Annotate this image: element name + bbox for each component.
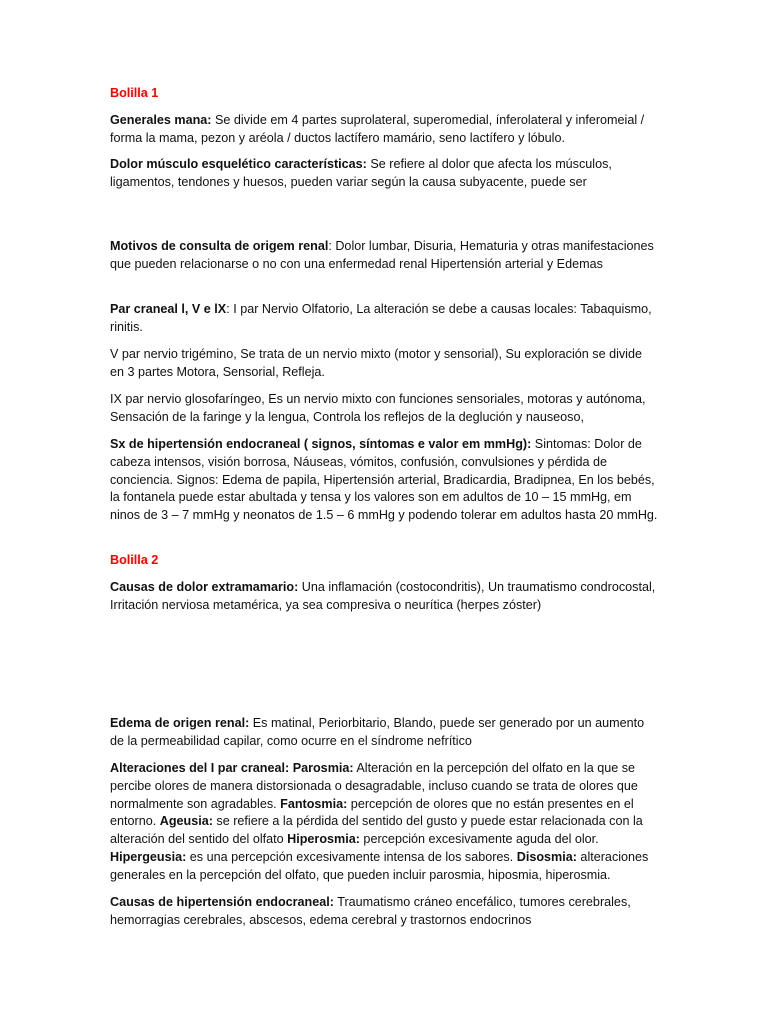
- paragraph-dolor-musculo-esqueletico: [110, 156, 658, 192]
- paragraph-text: Una inflamación (costocondritis), Un traumatismo condrocostal, Irritación nerviosa metamérica, ya sea compresiva o neurítica (herpes zóster): [110, 580, 656, 612]
- term-text: percepción excesivamente aguda del olor.: [359, 832, 599, 847]
- term-text: percepción de olores que no están presentes en el entorno.: [110, 796, 634, 829]
- term-text: Alteración en la percepción del olfato en la que se percibe olores de manera distorsionada o desagradable, incluso cuando se trata de olores que normalmente son agradables.: [110, 761, 638, 811]
- paragraph-alteraciones-i-par: [110, 760, 658, 885]
- term-label: Fantosmia:: [280, 796, 348, 811]
- term-text: es una percepción excesivamente intensa de los sabores.: [186, 849, 517, 864]
- paragraph-v-par-trigemino: V par nervio trigémino, Se trata de un nervio mixto (motor y sensorial), Su exploración se divide en 3 partes Motora, Sensorial, Refleja.: [110, 347, 642, 379]
- term-label: Disosmia:: [516, 849, 577, 864]
- paragraph-generales-mama: [110, 112, 658, 148]
- paragraph-label: Edema de origen renal:: [110, 716, 250, 730]
- paragraph-text: Es matinal, Periorbitario, Blando, puede ser generado por un aumento de la permeabilidad capilar, como ocurre en el síndrome nefrítico: [110, 716, 645, 748]
- term-label: Hiperosmia:: [287, 832, 360, 847]
- paragraph-label: Par craneal l, V e lX: [110, 302, 227, 316]
- paragraph-text: Traumatismo cráneo encefálico, tumores cerebrales, hemorragias cerebrales, abscesos, edema cerebral y trastornos endocrinos: [110, 895, 631, 927]
- term-label: Hipergeusia:: [110, 849, 187, 864]
- term-label: Ageusia:: [159, 814, 213, 829]
- section-heading-bolilla-1: Bolilla 1: [110, 86, 159, 100]
- paragraph-causas-hipertension-endocraneal: [110, 894, 658, 930]
- paragraph-label: Dolor músculo esquelético características:: [110, 157, 367, 171]
- term-label: Parosmia:: [292, 761, 354, 775]
- section-heading-bolilla-2: Bolilla 2: [110, 553, 159, 567]
- paragraph-motivos-consulta-renal: [110, 238, 658, 274]
- paragraph-label: Causas de dolor extramamario:: [110, 580, 299, 594]
- paragraph-ix-par-glosofaringeo: IX par nervio glosofaríngeo, Es un nervio mixto con funciones sensoriales, motoras y autónoma, Sensación de la faringe y la lengua, Controla los reflejos de la deglución y nauseoso,: [110, 392, 646, 424]
- paragraph-edema-origen-renal: [110, 715, 658, 751]
- paragraph-text: : Dolor lumbar, Disuria, Hematuria y otras manifestaciones que pueden relacionarse o no con una enfermedad renal Hipertensión arterial y Edemas: [110, 239, 654, 271]
- term-text: alteraciones generales en la percepción del olfato, que pueden incluir parosmia, hiposmia, hiperosmia.: [110, 849, 649, 882]
- paragraph-text: Se divide em 4 partes suprolateral, superomedial, ínferolateral y inferomeial / forma la mama, pezon y aréola / ductos lactífero mamário, seno lactífero y lóbulo.: [110, 113, 645, 145]
- paragraph-sx-hipertension-endocraneal: [110, 436, 658, 525]
- paragraph-label: Motivos de consulta de origem renal: [110, 239, 329, 253]
- paragraph-label: Sx de hipertensión endocraneal ( signos, síntomas e valor em mmHg):: [110, 437, 532, 451]
- paragraph-par-craneal: [110, 301, 658, 337]
- paragraph-text: Se refiere al dolor que afecta los músculos, ligamentos, tendones y huesos, pueden variar según la causa subyacente, puede ser: [110, 157, 612, 189]
- paragraph-text: Sintomas: Dolor de cabeza intensos, visión borrosa, Náuseas, vómitos, confusión, convulsiones y pérdida de conciencia. Signos: Edema de papila, Hipertensión arterial, Bradicardia, Bradipnea, En los bebés, la fontanela puede estar abultada y tensa y los valores son em adultos de 10 – 15 mmHg, em ninos de 3 – 7 mmHg y neonatos de 1.5 – 6 mmHg y podendo tolerar em adultos hasta 20 mmHg.: [110, 437, 658, 523]
- paragraph-dolor-extramamario: [110, 579, 658, 615]
- term-text: se refiere a la pérdida del sentido del gusto y puede estar relacionada con la alteración del sentido del olfato: [110, 814, 643, 847]
- paragraph-label: Alteraciones del I par craneal:: [110, 761, 290, 775]
- paragraph-label: Generales mana:: [110, 113, 212, 127]
- paragraph-label: Causas de hipertensión endocraneal:: [110, 895, 334, 909]
- paragraph-text: : I par Nervio Olfatorio, La alteración se debe a causas locales: Tabaquismo, rinitis.: [110, 302, 652, 334]
